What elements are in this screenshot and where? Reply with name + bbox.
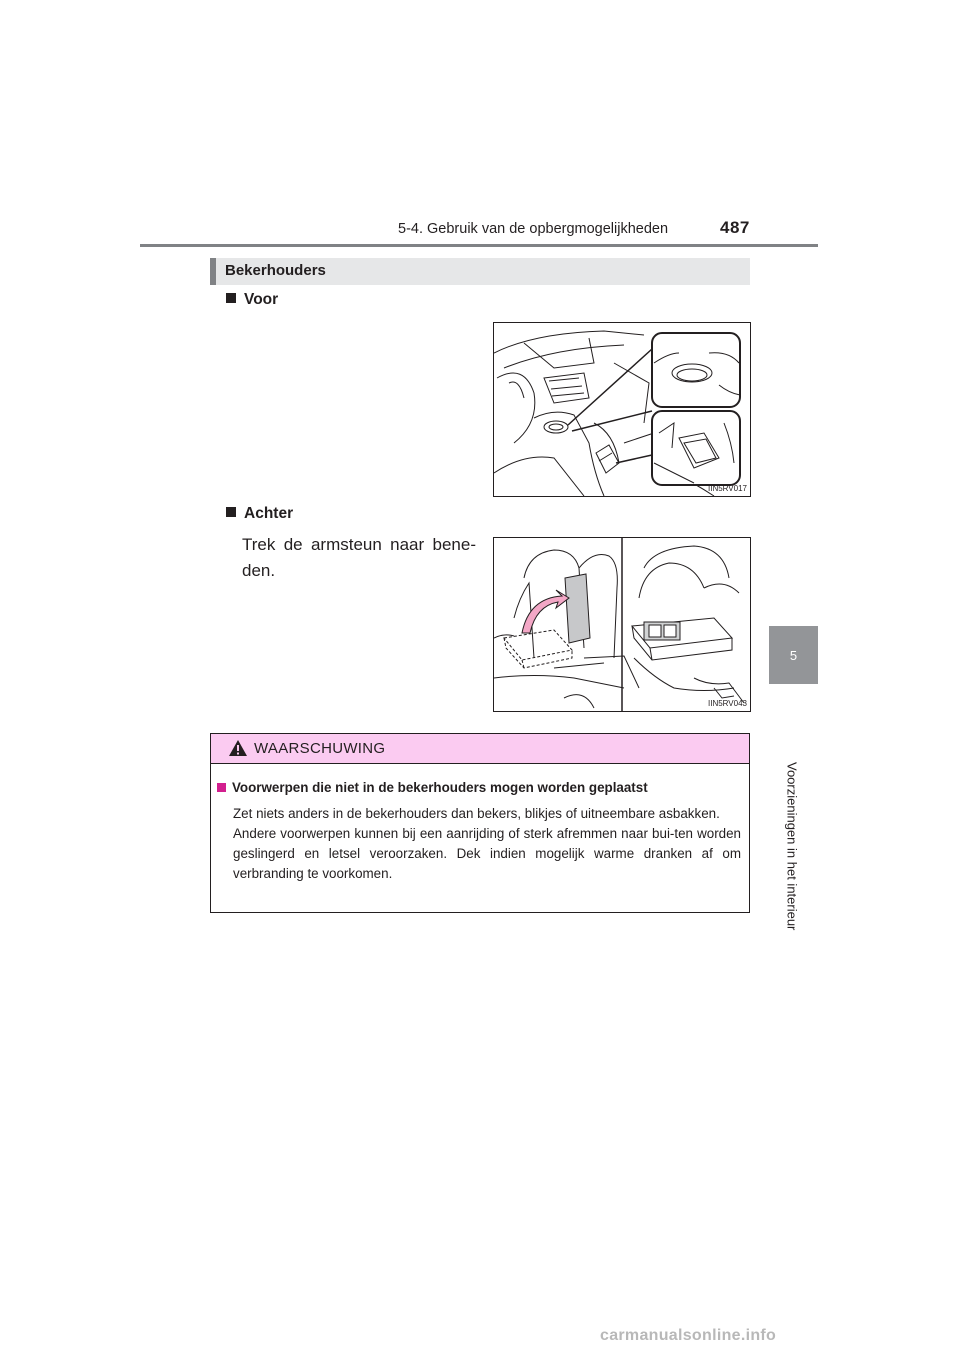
figure-code: IIN5RV017	[708, 484, 747, 493]
warning-paragraph: Andere voorwerpen kunnen bij een aanrijding of sterk afremmen naar bui-ten worden geslingerd en letsel veroorzaken. Dek indien mogelijk warme dranken af om verbranding te voorkomen.	[233, 826, 741, 881]
rear-armrest-figure	[493, 537, 751, 712]
page-number: 487	[720, 218, 750, 237]
rear-heading: Achter	[226, 505, 293, 523]
front-cupholder-figure	[493, 322, 751, 497]
front-heading: Voor	[226, 291, 278, 309]
banner-accent-bar	[210, 258, 216, 285]
warning-box	[210, 733, 750, 913]
chapter-tab	[769, 626, 818, 684]
watermark: carmanualsonline.info	[600, 1327, 777, 1344]
magenta-square-bullet-icon	[217, 783, 226, 792]
section-title: Bekerhouders	[225, 262, 326, 279]
chapter-number: 5	[789, 647, 798, 663]
warning-subheading: Voorwerpen die niet in de bekerhouders mogen worden geplaatst	[217, 780, 648, 795]
warning-title: WAARSCHUWING	[254, 740, 386, 757]
square-bullet-icon	[226, 507, 236, 517]
chapter-side-title: Voorzieningen in het interieur	[784, 762, 800, 931]
rear-instruction-text: Trek de armsteun naar bene-den.	[242, 535, 476, 580]
warning-header	[211, 734, 749, 764]
figure-code: IIN5RV043	[708, 699, 747, 708]
section-banner	[210, 258, 750, 285]
header-divider	[140, 244, 818, 247]
square-bullet-icon	[226, 293, 236, 303]
warning-triangle-icon	[229, 740, 247, 756]
rear-armrest-illustration	[494, 538, 750, 711]
front-cupholder-illustration	[494, 323, 750, 496]
warning-paragraph: Zet niets anders in de bekerhouders dan bekers, blikjes of uitneembare asbakken.	[233, 806, 720, 821]
warning-body	[233, 804, 741, 884]
running-header-title: 5-4. Gebruik van de opbergmogelijkheden	[398, 221, 669, 237]
